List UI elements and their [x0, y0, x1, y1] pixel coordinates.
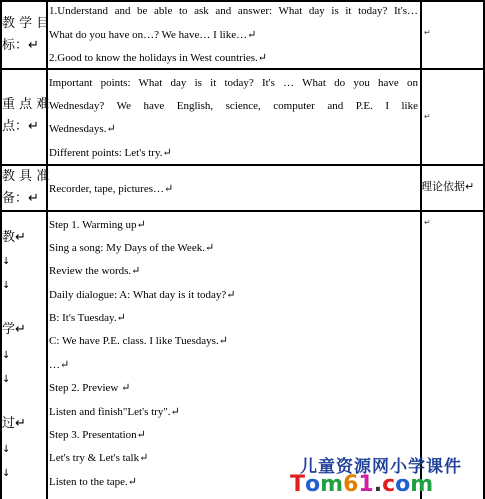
row-border [0, 0, 485, 2]
materials-side-label: 理论依据↵ [421, 180, 475, 193]
process-line: Step 1. Warming up↵ [49, 219, 146, 231]
process-line: Listen to the tape.↵ [49, 476, 138, 488]
process-label-line: ↓ [2, 256, 11, 267]
watermark-logo-url [290, 472, 433, 498]
process-line: B: It's Tuesday.↵ [49, 312, 126, 324]
watermark-letter: 1 [358, 472, 374, 497]
watermark-letter: m [410, 472, 434, 497]
watermark-letter: o [395, 472, 411, 497]
objectives-label-line: 教 学 目 [2, 16, 50, 31]
process-line: Let's try & Let's talk↵ [49, 452, 149, 464]
watermark-letter: c [382, 472, 396, 497]
process-line: Step 2. Preview ↵ [49, 382, 131, 394]
keypoints-line: Important points: What day is it today? It's … What do you have on [49, 77, 418, 89]
keypoints-label-line: 重 点 难 [2, 97, 50, 112]
objectives-line: What do you have on…? We have… I like…↵ [49, 29, 257, 41]
process-line: Sing a song: My Days of the Week.↵ [49, 242, 215, 254]
watermark-logo-text: 儿童资源网小学课件 [300, 457, 462, 477]
watermark-letter: o [305, 472, 321, 497]
watermark-letter: m [320, 472, 344, 497]
column-border [420, 0, 422, 499]
process-line: Daily dialogue: A: What day is it today?↵ [49, 289, 236, 301]
process-label-line: 教↵ [2, 230, 26, 245]
materials-label-line: 教 具 准 [2, 169, 50, 184]
column-border [46, 0, 48, 499]
keypoints-line: Wednesday? We have English, science, computer and P.E. I like [49, 100, 418, 112]
row-border [0, 210, 485, 212]
process-label-line: ↓ [2, 468, 11, 479]
row-border [0, 68, 485, 70]
keypoints-side-mark: ↵ [424, 112, 431, 121]
watermark-letter: . [373, 472, 383, 497]
watermark-letter: 6 [343, 472, 359, 497]
objectives-line: 2.Good to know the holidays in West countries.↵ [49, 52, 268, 64]
keypoints-line: Different points: Let's try.↵ [49, 147, 172, 159]
process-label-line: 学↵ [2, 322, 26, 337]
keypoints-label-line: 点：↵ [2, 119, 39, 134]
materials-label-line: 备：↵ [2, 191, 39, 206]
process-line: Step 3. Presentation↵ [49, 429, 146, 441]
process-line: Review the words.↵ [49, 265, 141, 277]
process-line: Listen and finish"Let's try".↵ [49, 406, 180, 418]
objectives-side-mark: ↵ [424, 28, 431, 37]
process-side-mark: ↵ [424, 218, 431, 227]
watermark-letter: T [290, 472, 306, 497]
process-line: C: We have P.E. class. I like Tuesdays.↵ [49, 335, 228, 347]
objectives-line: 1.Understand and be able to ask and answer: What day is it today? It's… [49, 5, 418, 17]
row-border [0, 164, 485, 166]
materials-text: Recorder, tape, pictures…↵ [49, 183, 174, 195]
process-label-line: ↓ [2, 374, 11, 385]
process-label-line: ↓ [2, 444, 11, 455]
process-label-line: ↓ [2, 280, 11, 291]
process-line: …↵ [49, 359, 70, 371]
process-label-line: 过↵ [2, 416, 26, 431]
process-label-line: ↓ [2, 350, 11, 361]
objectives-label-line: 标：↵ [2, 38, 39, 53]
keypoints-line: Wednesdays.↵ [49, 123, 116, 135]
